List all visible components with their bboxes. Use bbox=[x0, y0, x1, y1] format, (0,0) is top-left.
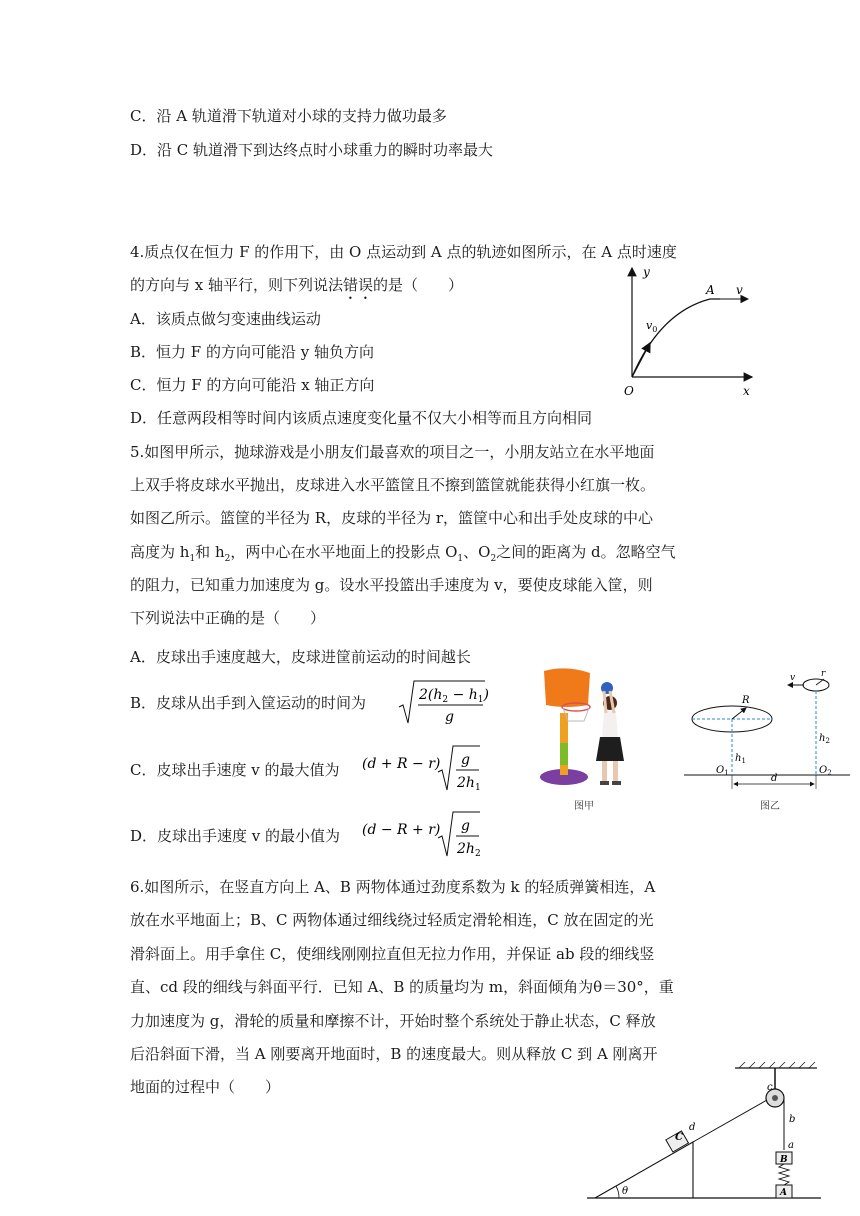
q5-fig-d-label: d bbox=[771, 773, 778, 784]
q4-stem-line1: 4.质点仅在恒力 F 的作用下，由 O 点运动到 A 点的轨迹如图所示，在 A 点时速度 bbox=[130, 243, 677, 261]
q6-fig-A-label: A bbox=[780, 1188, 787, 1198]
q4-fig-v0-label: $v_0$ bbox=[646, 319, 658, 334]
q5-fig-r-label: r bbox=[821, 669, 826, 679]
q4-option-d: D．任意两段相等时间内该质点速度变化量不仅大小相等而且方向相同 bbox=[130, 409, 593, 427]
q5-option-d-formula bbox=[362, 808, 482, 860]
q4-stem-line2-pre: 的方向与 x 轴平行，则下列说法 bbox=[130, 276, 343, 294]
q5-stem-line1: 5.如图甲所示，抛球游戏是小朋友们最喜欢的项目之一，小朋友站立在水平地面 bbox=[130, 443, 655, 461]
q5-option-b-text: B．皮球从出手到入筐运动的时间为 bbox=[130, 694, 367, 712]
q6-line6: 后沿斜面下滑，当 A 刚要离开地面时，B 的速度最大。则从释放 C 到 A 刚离开 bbox=[130, 1045, 658, 1063]
q5-stem-line2: 上双手将皮球水平抛出，皮球进入水平篮筐且不擦到篮筐就能获得小红旗一枚。 bbox=[130, 476, 656, 494]
q4-option-a: A．该质点做匀变速曲线运动 bbox=[130, 310, 321, 328]
q5-stem-line5: 的阻力，已知重力加速度为 g。设水平投篮出手速度为 v，要使皮球能入筐，则 bbox=[130, 576, 653, 594]
q5-fig-v-label: v bbox=[790, 673, 796, 683]
q4-option-c: C．恒力 F 的方向可能沿 x 轴正方向 bbox=[130, 376, 375, 394]
q5-option-a: A．皮球出手速度越大，皮球进筐前运动的时间越长 bbox=[130, 648, 471, 666]
q5-figure-jia-caption: 图甲 bbox=[574, 801, 594, 812]
q4-fig-point-a: A bbox=[706, 283, 715, 297]
svg-text:2h1: $2h_1$ bbox=[457, 775, 481, 793]
q5-figure-yi-caption: 图乙 bbox=[760, 801, 780, 812]
q6-line2: 放在水平地面上；B、C 两物体通过细线绕过轻质定滑轮相连，C 放在固定的光 bbox=[130, 911, 654, 929]
q5-stem-line6: 下列说法中正确的是（ ） bbox=[130, 609, 326, 627]
q5-option-c-text: C．皮球出手速度 v 的最大值为 bbox=[130, 761, 340, 779]
q6-fig-d-label: d bbox=[689, 1122, 696, 1133]
q5-stem-line4: 高度为 $h_1$和 $h_2$，两中心在水平地面上的投影点 $O_1$、$O_2$之间的距离为 d。忽略空气 bbox=[130, 543, 676, 564]
q6-line3: 滑斜面上。用手拿住 C，使细线刚刚拉直但无拉力作用，并保证 ab 段的细线竖 bbox=[130, 945, 655, 963]
q6-line4: 直、cd 段的细线与斜面平行．已知 A、B 的质量均为 m，斜面倾角为θ＝30°，重 bbox=[130, 978, 674, 996]
svg-text:(d + R − r): (d + R − r) bbox=[362, 756, 441, 772]
svg-text:g: g bbox=[461, 752, 470, 768]
q5-fig-h2-label: $h_2$ bbox=[819, 733, 830, 745]
q4-fig-y-label: y bbox=[643, 265, 650, 279]
q4-fig-origin-label: O bbox=[624, 384, 634, 398]
svg-text:g: g bbox=[461, 818, 470, 834]
q6-line1: 6.如图所示，在竖直方向上 A、B 两物体通过劲度系数为 k 的轻质弹簧相连，A bbox=[130, 878, 656, 896]
q6-pulley-figure bbox=[585, 1060, 825, 1205]
q6-fig-B-label: B bbox=[780, 1155, 788, 1165]
q5-fig-O1-label: $O_1$ bbox=[716, 765, 729, 777]
q3-option-c: C．沿 A 轨道滑下轨道对小球的支持力做功最多 bbox=[130, 107, 447, 125]
q5-fig-h1-label: $h_1$ bbox=[735, 753, 746, 765]
svg-text:2h2: $2h_2$ bbox=[457, 841, 481, 859]
q4-trajectory-figure bbox=[610, 262, 760, 402]
svg-text:2(h2 − h1): $2(h_2 - h_1)$ bbox=[419, 687, 489, 705]
q6-fig-c-label: c bbox=[767, 1082, 773, 1093]
q4-option-b: B．恒力 F 的方向可能沿 y 轴负方向 bbox=[130, 343, 374, 361]
q5-option-c-formula bbox=[362, 742, 482, 794]
q6-fig-b-label: b bbox=[789, 1114, 796, 1125]
q5-option-b-formula bbox=[397, 677, 487, 727]
q6-fig-a-label: a bbox=[788, 1140, 794, 1151]
q4-fig-v-label: v bbox=[736, 283, 743, 297]
q6-line7: 地面的过程中（ ） bbox=[130, 1078, 281, 1096]
svg-text:g: g bbox=[445, 709, 454, 725]
q4-stem-line2 bbox=[130, 275, 463, 303]
svg-text:(d − R + r): (d − R + r) bbox=[362, 822, 441, 838]
q5-figure-yi bbox=[682, 665, 852, 815]
q5-stem-line3: 如图乙所示。篮筐的半径为 R，皮球的半径为 r，篮筐中心和出手处皮球的中心 bbox=[130, 509, 654, 527]
q4-stem-emphasis: 错误 bbox=[343, 276, 374, 294]
q3-option-d: D．沿 C 轨道滑下到达终点时小球重力的瞬时功率最大 bbox=[130, 141, 494, 159]
q5-figure-jia bbox=[530, 665, 650, 815]
q5-option-d-text: D．皮球出手速度 v 的最小值为 bbox=[130, 827, 341, 845]
q5-fig-O2-label: $O_2$ bbox=[819, 765, 832, 777]
q4-fig-x-label: x bbox=[743, 384, 750, 398]
q5-fig-R-label: R bbox=[742, 695, 750, 706]
q6-fig-theta-label: θ bbox=[622, 1186, 629, 1197]
q6-line5: 力加速度为 g，滑轮的质量和摩擦不计，开始时整个系统处于静止状态，C 释放 bbox=[130, 1012, 656, 1030]
q4-stem-line2-post: 的是（ ） bbox=[373, 276, 464, 294]
q6-fig-C-label: C bbox=[675, 1132, 683, 1143]
